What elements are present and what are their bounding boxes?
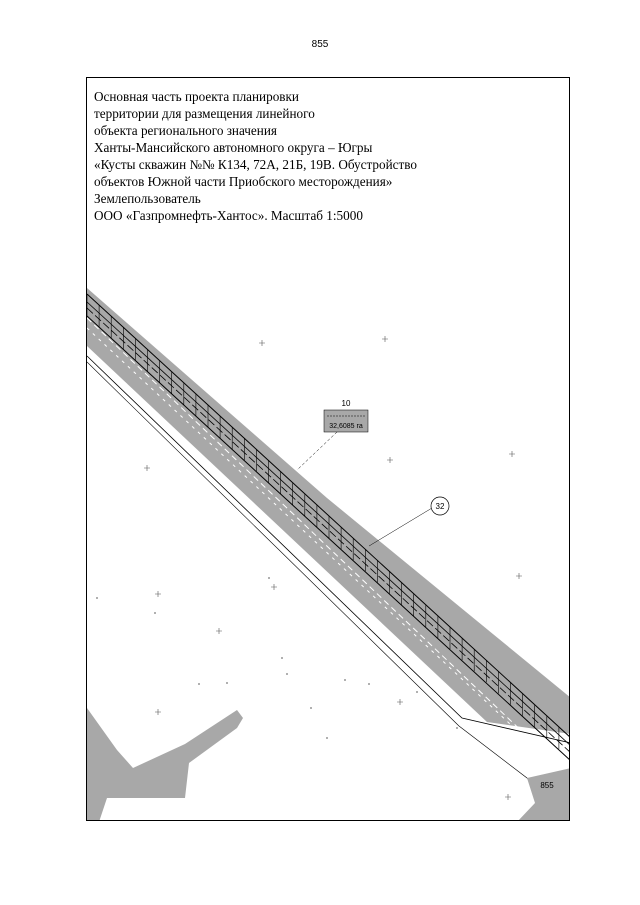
survey-cross <box>397 699 403 705</box>
survey-cross <box>387 457 393 463</box>
lower-left-area <box>87 708 243 821</box>
title-line: Основная часть проекта планировки <box>94 89 299 104</box>
survey-cross <box>155 591 161 597</box>
title-line: объектов Южной части Приобского месторождения» <box>94 174 393 189</box>
callout-number: 32 <box>435 502 445 511</box>
title-line: ООО «Газпромнефть-Хантос». Масштаб 1:5000 <box>94 208 363 223</box>
parcel-label <box>324 399 368 432</box>
survey-point <box>310 707 312 709</box>
title-block <box>94 88 534 224</box>
lower-right-area <box>517 768 570 821</box>
title-line: территории для размещения линейного <box>94 106 315 121</box>
parcel-leader-line <box>297 432 337 470</box>
survey-point <box>368 683 370 685</box>
survey-cross <box>259 340 265 346</box>
callout <box>369 497 449 546</box>
survey-point <box>281 657 283 659</box>
survey-point <box>286 673 288 675</box>
parcel-number: 10 <box>341 399 351 408</box>
survey-cross <box>509 451 515 457</box>
corridor-area <box>87 288 570 734</box>
survey-point <box>326 737 328 739</box>
title-line: «Кусты скважин №№ К134, 72А, 21Б, 19В. Обустройство <box>94 157 418 172</box>
title-line: Землепользователь <box>94 191 201 206</box>
survey-point <box>154 612 156 614</box>
survey-point <box>226 682 228 684</box>
survey-cross <box>216 628 222 634</box>
survey-point <box>344 679 346 681</box>
sheet-marker: 855 <box>540 781 554 790</box>
title-line: Ханты-Мансийского автономного округа – Югры <box>94 140 373 155</box>
survey-cross <box>516 573 522 579</box>
survey-point <box>416 691 418 693</box>
survey-cross <box>505 794 511 800</box>
map-frame <box>86 77 570 821</box>
survey-cross <box>144 465 150 471</box>
survey-cross <box>155 709 161 715</box>
parcel-area: 32,6085 га <box>329 423 363 430</box>
page-number: 855 <box>311 39 329 50</box>
survey-point <box>96 597 98 599</box>
row-boundary-line-2 <box>87 362 557 820</box>
survey-cross <box>382 336 388 342</box>
survey-point <box>456 727 458 729</box>
survey-point <box>198 683 200 685</box>
survey-cross <box>271 584 277 590</box>
title-line: объекта регионального значения <box>94 123 277 138</box>
survey-point <box>268 577 270 579</box>
